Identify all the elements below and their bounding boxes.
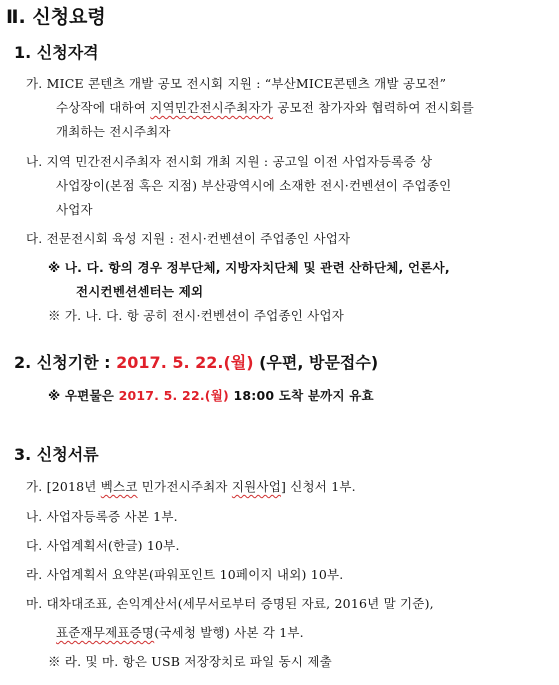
doc-ga-part3: 민가전시주최자 <box>137 479 232 494</box>
section-1-title: 1. 신청자격 <box>14 43 99 62</box>
doc-ra: 라. 사업계획서 요약본(파워포인트 10페이지 내외) 10부. <box>26 567 344 582</box>
submission-method: (우편, 방문접수) <box>253 353 379 372</box>
item-da: 다. 전문전시회 육성 지원 : 전시·컨벤션이 주업종인 사업자 <box>26 231 351 246</box>
note-exclusion-line2: 전시컨벤션센터는 제외 <box>76 284 204 299</box>
doc-na: 나. 사업자등록증 사본 1부. <box>26 509 178 524</box>
doc-ga-part5: ] 신청서 1부. <box>280 479 356 494</box>
doc-da: 다. 사업계획서(한글) 10부. <box>26 538 180 553</box>
postal-note-part1: ※ 우편물은 <box>48 388 119 403</box>
note-common: ※ 가. 나. 다. 항 공히 전시·컨벤션이 주업종인 사업자 <box>48 308 345 323</box>
section-2-title <box>14 350 378 373</box>
doc-ma-statement: 표준재무제표증명 <box>56 625 155 640</box>
doc-ga-bexco: 벡스코 <box>100 479 138 494</box>
item-ga-line1: 가. MICE 콘텐츠 개발 공모 전시회 지원 : “부산MICE콘텐츠 개발 공모전” <box>26 76 447 91</box>
postal-note <box>48 386 374 404</box>
item-ga-line2 <box>56 98 474 116</box>
note-exclusion-line1: ※ 나. 다. 항의 경우 정부단체, 지방자치단체 및 관련 산하단체, 언론사, <box>48 260 450 275</box>
deadline-date: 2017. 5. 22.(월) <box>116 353 254 372</box>
doc-usb-note: ※ 라. 및 마. 항은 USB 저장장치로 파일 동시 제출 <box>48 654 332 669</box>
doc-ga-part1: 가. [2018년 <box>26 479 101 494</box>
postal-note-part3: 18:00 도착 분까지 유효 <box>228 388 374 403</box>
doc-ma-line2 <box>56 623 304 641</box>
doc-ga <box>26 477 356 495</box>
item-na-line3: 사업자 <box>56 202 93 217</box>
doc-ma-line1: 마. 대차대조표, 손익계산서(세무서로부터 증명된 자료, 2016년 말 기준), <box>26 596 434 611</box>
item-ga-line2-underlined: 지역민간전시주최자가 <box>150 100 274 115</box>
section-3-title: 3. 신청서류 <box>14 445 99 464</box>
doc-ga-program: 지원사업 <box>231 479 281 494</box>
item-ga-line2-part1: 수상작에 대하여 <box>56 100 151 115</box>
postal-deadline-date: 2017. 5. 22.(월) <box>118 388 229 403</box>
item-ga-line2-part3: 공모전 참가자와 협력하여 전시회를 <box>273 100 474 115</box>
section-2-label: 2. 신청기한 : <box>14 353 117 372</box>
page-heading: Ⅱ. 신청요령 <box>6 6 106 28</box>
item-na-line2: 사업장이(본점 혹은 지점) 부산광역시에 소재한 전시·컨벤션이 주업종인 <box>56 178 452 193</box>
item-ga-line3: 개최하는 전시주최자 <box>56 124 171 139</box>
doc-ma-line2-rest: (국세청 발행) 사본 각 1부. <box>154 625 304 640</box>
item-na-line1: 나. 지역 민간전시주최자 전시회 개최 지원 : 공고일 이전 사업자등록증 상 <box>26 154 433 169</box>
